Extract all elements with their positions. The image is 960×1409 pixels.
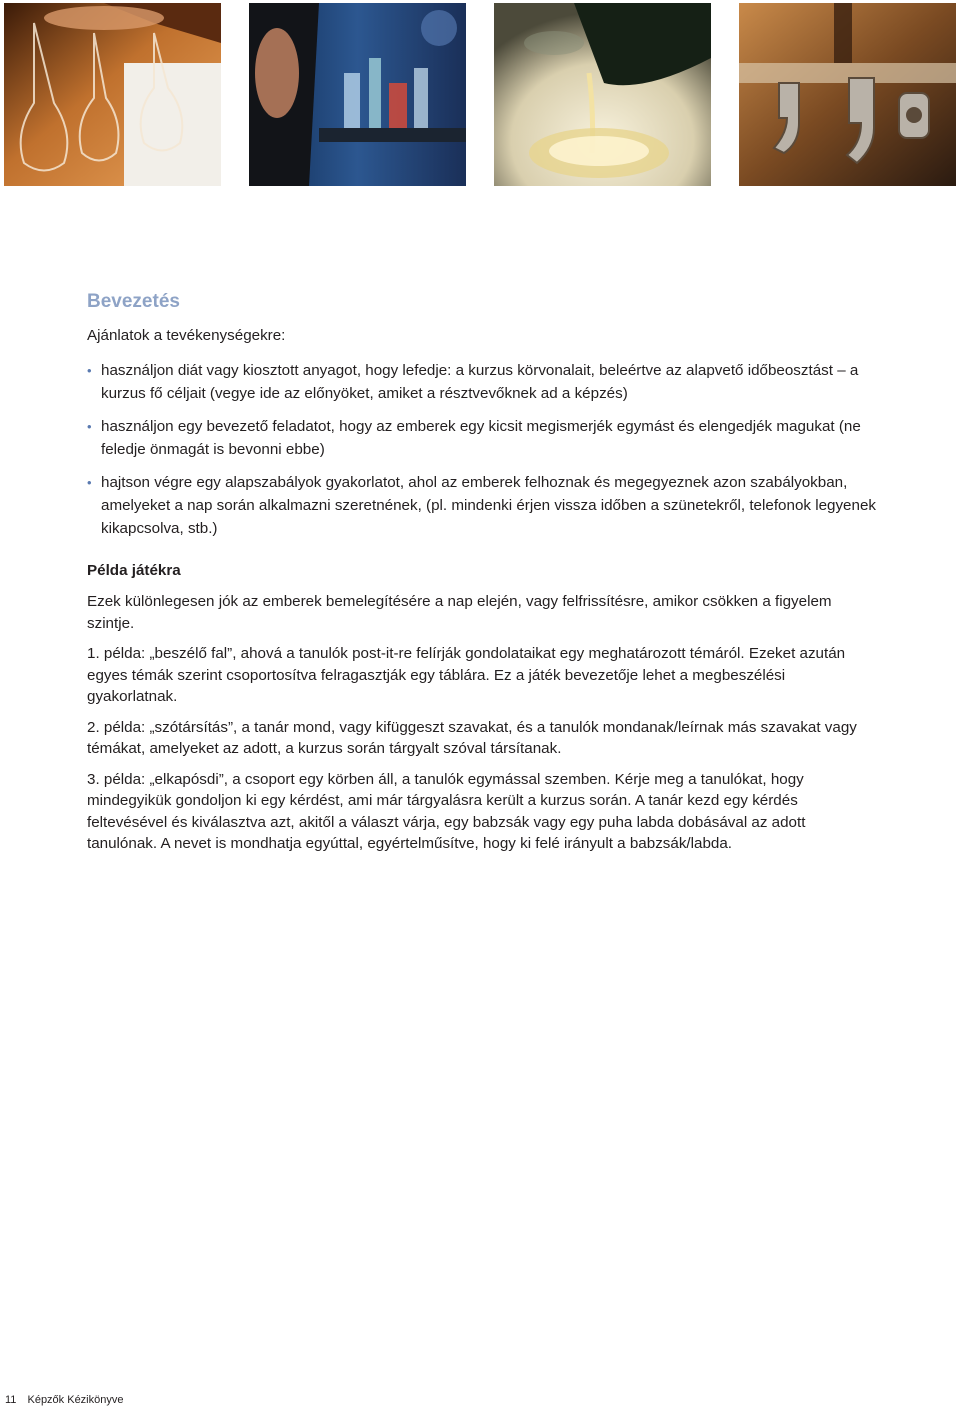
bullet-icon: • bbox=[87, 363, 92, 378]
paragraph: 2. példa: „szótársítás”, a tanár mond, vagy kifüggeszt szavakat, és a tanulók mondanak/leírnak más szavakat vagy témákat, amelyeket az adott, a kurzus során tárgyalt szóval társítanak. bbox=[87, 718, 857, 757]
page-number: 11 bbox=[5, 1394, 17, 1406]
bullet-icon: • bbox=[87, 419, 92, 434]
intro-text: Ajánlatok a tevékenységekre: bbox=[87, 327, 286, 344]
page-footer bbox=[5, 1393, 123, 1407]
list-item bbox=[87, 471, 877, 540]
list-item-text: hajtson végre egy alapszabályok gyakorlatot, ahol az emberek felhoznak és megegyeznek azon szabályokban, amelyeket a nap során alkalmazni szeretnének, (pl. mindenki érjen vissza időben a szünetekről, telefonok legyenek kikapcsolva, stb.) bbox=[101, 474, 876, 537]
subheading: Példa játékra bbox=[87, 562, 181, 579]
paragraph: 1. példa: „beszélő fal”, ahová a tanulók post-it-re felírják gondolataikat egy meghatározott témáról. Ezeket azután egyes témák szerint csoportosítva felragasztják egy táblára. Ez a játék bevezetője lehet a megbeszélési gyakorlatnak. bbox=[87, 645, 846, 705]
list-item-text: használjon egy bevezető feladatot, hogy az emberek egy kicsit megismerjék egymást és elengedjék magukat (ne feledje önmagát is bevonni ebbe) bbox=[101, 418, 861, 458]
paragraph: 3. példa: „elkapósdi”, a csoport egy körben áll, a tanulók egymással szemben. Kérje meg a tanulókat, hogy mindegyikük gondoljon ki egy kérdést, ami már tárgyalásra került a kurzus során. A tanár kezd egy kérdés feltevésével és kiválasztva azt, akitől a választ várja, egy babzsák vagy egy puha labda dobásával az adott tanulónak. A nevet is mondhatja egyúttal, egyértelműsítve, hogy ki felé irányult a babzsák/labda. bbox=[87, 770, 806, 852]
list-item-text: használjon diát vagy kiosztott anyagot, hogy lefedje: a kurzus körvonalait, beleértve az alapvető időbeosztást – a kurzus fő céljait (vegye ide az előnyöket, amiket a résztvevőknek ad a képzés) bbox=[101, 362, 859, 402]
beer-tap-photo bbox=[739, 3, 956, 186]
recommendation-list bbox=[87, 359, 877, 540]
main-content bbox=[87, 290, 877, 864]
book-title: Képzők Kézikönyve bbox=[27, 1394, 124, 1406]
list-item bbox=[87, 359, 877, 405]
paragraph: Ezek különlegesen jók az emberek bemelegítésére a nap elején, vagy felfrissítésre, amikor csökken a figyelem szintje. bbox=[87, 593, 832, 632]
champagne-pour-photo bbox=[494, 3, 711, 186]
list-item bbox=[87, 415, 877, 461]
section-title: Bevezetés bbox=[87, 291, 180, 312]
bullet-icon: • bbox=[87, 475, 92, 490]
wine-glasses-photo bbox=[4, 3, 221, 186]
waiter-tray-photo bbox=[249, 3, 466, 186]
